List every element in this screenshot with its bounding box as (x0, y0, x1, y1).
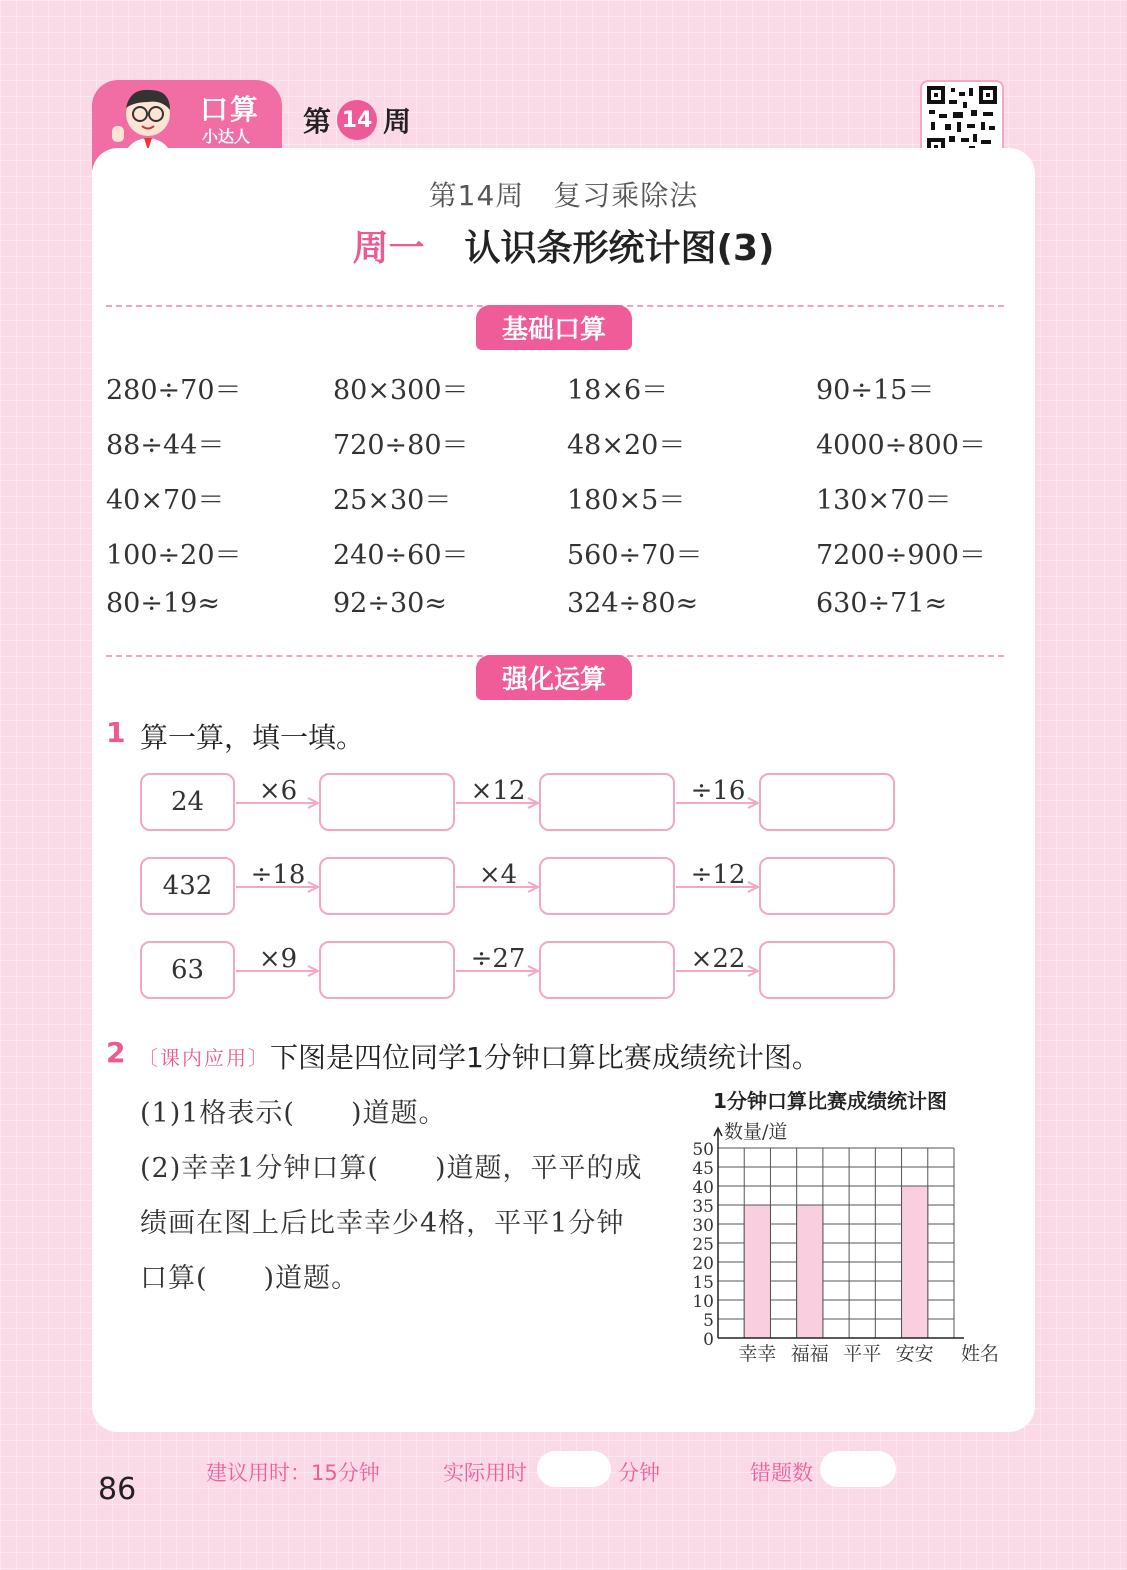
sub-question-2-line3: 口算( )道题。 (140, 1263, 360, 1294)
x-tick-label: 福福 (790, 1343, 829, 1365)
question-number: 1 (106, 716, 126, 749)
answer-box[interactable] (539, 773, 675, 831)
chain-operator: ×4 (478, 860, 518, 890)
calc-problem: 130×70＝ (816, 485, 952, 516)
calc-problem: 40×70＝ (106, 485, 225, 516)
calc-problem: 48×20＝ (567, 430, 686, 461)
calc-problem: 4000÷800＝ (816, 430, 986, 461)
qr-code-icon (927, 86, 997, 156)
week-suffix: 周 (383, 105, 412, 138)
calc-problem: 180×5＝ (567, 485, 686, 516)
chain-operator: ÷12 (690, 860, 746, 890)
week-prefix: 第 (303, 105, 332, 138)
calc-problem: 100÷20＝ (106, 540, 242, 571)
badge-title: 口算 (200, 93, 261, 126)
answer-box[interactable] (539, 857, 675, 915)
question-tag: 〔课内应用〕 (138, 1045, 270, 1070)
calc-problem: 80÷19≈ (106, 588, 220, 619)
chain-operator: ×22 (690, 944, 746, 974)
answer-box[interactable] (319, 773, 455, 831)
calc-problem: 80×300＝ (333, 375, 469, 406)
question-number: 2 (106, 1036, 126, 1069)
calc-problem: 88÷44＝ (106, 430, 225, 461)
y-tick-label: 45 (692, 1159, 714, 1179)
y-tick-label: 30 (692, 1216, 714, 1236)
question-2-line (138, 1036, 820, 1076)
chain-operator: ×9 (258, 944, 298, 974)
page-title-day: 周一 (352, 228, 425, 269)
calc-problem: 7200÷900＝ (816, 540, 986, 571)
calc-problem: 240÷60＝ (333, 540, 469, 571)
chain-operator: ×12 (470, 776, 526, 806)
chart-y-ticks (692, 1140, 714, 1350)
arrow-right-icon (456, 964, 540, 978)
minute-label: 分钟 (618, 1461, 660, 1485)
chain-start: 63 (140, 941, 235, 999)
arrow-right-icon (236, 964, 320, 978)
answer-box[interactable] (759, 773, 895, 831)
chain-operator: ÷16 (690, 776, 746, 806)
arrow-right-icon (676, 796, 760, 810)
suggested-time: 建议用时：15分钟 (206, 1461, 380, 1485)
arrow-right-icon (456, 796, 540, 810)
chain-operator: ×6 (258, 776, 298, 806)
chart-x-ticks (738, 1343, 933, 1365)
x-tick-label: 幸幸 (738, 1343, 777, 1365)
answer-box[interactable] (759, 941, 895, 999)
calc-problem: 280÷70＝ (106, 375, 242, 406)
calc-problem: 720÷80＝ (333, 430, 469, 461)
y-tick-label: 20 (692, 1254, 714, 1274)
y-tick-label: 5 (703, 1311, 714, 1331)
arrow-right-icon (236, 796, 320, 810)
calc-problem: 92÷30≈ (333, 588, 447, 619)
chart-bar (797, 1205, 823, 1338)
y-tick-label: 40 (692, 1178, 714, 1198)
sub-question-2-line1: (2)幸幸1分钟口算( )道题，平平的成 (140, 1153, 643, 1184)
page-title-topic: 认识条形统计图(3) (464, 228, 775, 269)
calc-problem: 324÷80≈ (567, 588, 699, 619)
bar-chart (680, 1082, 1020, 1372)
y-tick-label: 35 (692, 1197, 714, 1217)
y-tick-label: 25 (692, 1235, 714, 1255)
answer-box[interactable] (539, 941, 675, 999)
question-text: 算一算，填一填。 (140, 721, 365, 754)
error-count-input[interactable] (820, 1451, 896, 1487)
chain-operator: ÷27 (470, 944, 526, 974)
question-text: 下图是四位同学1分钟口算比赛成绩统计图。 (270, 1041, 820, 1074)
section-tag-basic: 基础口算 (476, 305, 632, 350)
chart-x-label: 姓名 (960, 1343, 1000, 1365)
arrow-right-icon (456, 880, 540, 894)
x-tick-label: 平平 (843, 1343, 882, 1365)
week-number-badge: 14 (337, 100, 377, 140)
y-tick-label: 15 (692, 1273, 714, 1293)
chain-operator: ÷18 (250, 860, 306, 890)
arrow-right-icon (676, 964, 760, 978)
chain-start: 432 (140, 857, 235, 915)
answer-box[interactable] (759, 857, 895, 915)
calc-problem: 630÷71≈ (816, 588, 948, 619)
week-label (303, 100, 411, 140)
calc-problem: 560÷70＝ (567, 540, 703, 571)
chart-bar (744, 1205, 770, 1338)
sub-question-1: (1)1格表示( )道题。 (140, 1098, 447, 1129)
chart-title: 1分钟口算比赛成绩统计图 (713, 1089, 947, 1113)
actual-time-input[interactable] (537, 1451, 611, 1487)
y-tick-label: 0 (703, 1330, 714, 1350)
chain-start: 24 (140, 773, 235, 831)
sub-question-2-line2: 绩画在图上后比幸幸少4格，平平1分钟 (140, 1208, 625, 1239)
x-tick-label: 安安 (895, 1343, 934, 1365)
arrow-right-icon (676, 880, 760, 894)
section-tag-advanced: 强化运算 (476, 655, 632, 700)
page-number: 86 (98, 1472, 137, 1507)
calc-problem: 25×30＝ (333, 485, 452, 516)
chart-y-label: 数量/道 (724, 1121, 788, 1143)
answer-box[interactable] (319, 941, 455, 999)
actual-time-label: 实际用时 (443, 1461, 527, 1485)
y-tick-label: 10 (692, 1292, 714, 1312)
page-subtitle: 第14周 复习乘除法 (428, 179, 699, 212)
arrow-right-icon (236, 880, 320, 894)
answer-box[interactable] (319, 857, 455, 915)
badge-subtitle: 小达人 (202, 127, 251, 146)
error-count-label: 错题数 (750, 1461, 813, 1485)
calc-problem: 18×6＝ (567, 375, 669, 406)
y-tick-label: 50 (692, 1140, 714, 1160)
calc-problem: 90÷15＝ (816, 375, 935, 406)
chart-bar (902, 1186, 928, 1338)
page-title (92, 220, 1035, 271)
